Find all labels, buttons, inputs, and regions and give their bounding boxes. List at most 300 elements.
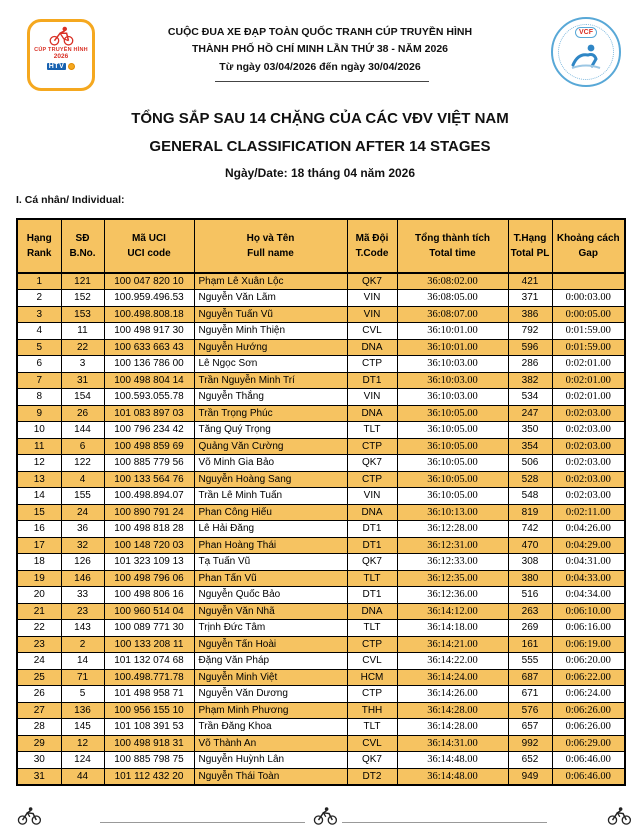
cell-gap: 0:02:03.00 xyxy=(552,471,625,488)
cell-gap: 0:06:29.00 xyxy=(552,735,625,752)
cell-time: 36:10:05.00 xyxy=(397,405,508,422)
cell-time: 36:10:03.00 xyxy=(397,372,508,389)
cell-time: 36:14:48.00 xyxy=(397,768,508,785)
cell-time: 36:14:18.00 xyxy=(397,620,508,637)
cell-gap: 0:01:59.00 xyxy=(552,323,625,340)
cell-tpl: 819 xyxy=(508,504,552,521)
table-row xyxy=(17,372,625,389)
cell-name: Phan Tấn Vũ xyxy=(194,570,347,587)
cell-rank: 19 xyxy=(17,570,61,587)
cell-uci: 100 796 234 42 xyxy=(104,422,194,439)
cell-rank: 16 xyxy=(17,521,61,538)
header-line-3: Từ ngày 03/04/2026 đến ngày 30/04/2026 xyxy=(219,60,421,73)
cell-gap: 0:02:01.00 xyxy=(552,372,625,389)
col-header-uci: Mã UCI UCI code xyxy=(104,219,194,273)
cell-uci: 100 133 208 11 xyxy=(104,636,194,653)
col-header-tpl: T.Hạng Total PL xyxy=(508,219,552,273)
cell-gap: 0:04:33.00 xyxy=(552,570,625,587)
cell-uci: 100.498.894.07 xyxy=(104,488,194,505)
cell-bno: 126 xyxy=(61,554,104,571)
cell-name: Lê Ngọc Sơn xyxy=(194,356,347,373)
table-row xyxy=(17,405,625,422)
table-row xyxy=(17,455,625,472)
col-header-gap: Khoảng cách Gap xyxy=(552,219,625,273)
cell-rank: 28 xyxy=(17,719,61,736)
table-row xyxy=(17,719,625,736)
cell-bno: 5 xyxy=(61,686,104,703)
cell-rank: 11 xyxy=(17,438,61,455)
cell-gap: 0:06:20.00 xyxy=(552,653,625,670)
cell-gap: 0:04:34.00 xyxy=(552,587,625,604)
cell-name: Phạm Minh Phương xyxy=(194,702,347,719)
cell-name: Phan Công Hiếu xyxy=(194,504,347,521)
cell-tcode: CVL xyxy=(347,323,397,340)
col-header-bno: SĐ B.No. xyxy=(61,219,104,273)
cell-uci: 100 633 663 43 xyxy=(104,339,194,356)
cell-tpl: 548 xyxy=(508,488,552,505)
cell-tpl: 652 xyxy=(508,752,552,769)
cell-bno: 4 xyxy=(61,471,104,488)
cell-rank: 1 xyxy=(17,273,61,290)
cell-tpl: 161 xyxy=(508,636,552,653)
cell-name: Nguyễn Huỳnh Lân xyxy=(194,752,347,769)
table-row xyxy=(17,356,625,373)
cell-tcode: TLT xyxy=(347,570,397,587)
cell-rank: 23 xyxy=(17,636,61,653)
table-row xyxy=(17,438,625,455)
cell-tcode: VIN xyxy=(347,488,397,505)
table-row xyxy=(17,323,625,340)
table-row xyxy=(17,290,625,307)
cell-tcode: VIN xyxy=(347,306,397,323)
cell-tcode: DT1 xyxy=(347,372,397,389)
cell-name: Quảng Văn Cường xyxy=(194,438,347,455)
cell-gap: 0:06:26.00 xyxy=(552,719,625,736)
cell-time: 36:12:36.00 xyxy=(397,587,508,604)
cell-rank: 2 xyxy=(17,290,61,307)
cyclist-icon xyxy=(606,806,632,826)
cell-name: Võ Minh Gia Bảo xyxy=(194,455,347,472)
table-row xyxy=(17,554,625,571)
cell-bno: 121 xyxy=(61,273,104,290)
cell-tcode: CVL xyxy=(347,653,397,670)
cell-gap xyxy=(552,273,625,290)
cell-name: Nguyễn Thắng xyxy=(194,389,347,406)
cell-gap: 0:06:46.00 xyxy=(552,768,625,785)
cell-bno: 33 xyxy=(61,587,104,604)
cell-bno: 136 xyxy=(61,702,104,719)
table-row xyxy=(17,488,625,505)
cell-tcode: QK7 xyxy=(347,455,397,472)
cell-time: 36:10:05.00 xyxy=(397,455,508,472)
cell-time: 36:10:13.00 xyxy=(397,504,508,521)
cell-tpl: 534 xyxy=(508,389,552,406)
cell-uci: 100 089 771 30 xyxy=(104,620,194,637)
cell-gap: 0:02:03.00 xyxy=(552,455,625,472)
cell-bno: 71 xyxy=(61,669,104,686)
cell-name: Nguyễn Hướng xyxy=(194,339,347,356)
cell-rank: 21 xyxy=(17,603,61,620)
cell-tcode: THH xyxy=(347,702,397,719)
cell-time: 36:14:21.00 xyxy=(397,636,508,653)
cell-tcode: CTP xyxy=(347,356,397,373)
cell-rank: 20 xyxy=(17,587,61,604)
cell-uci: 101 112 432 20 xyxy=(104,768,194,785)
cell-tcode: TLT xyxy=(347,620,397,637)
table-row xyxy=(17,422,625,439)
table-header-row xyxy=(17,219,625,273)
table-row xyxy=(17,653,625,670)
cell-tcode: CVL xyxy=(347,735,397,752)
cell-bno: 32 xyxy=(61,537,104,554)
cell-rank: 13 xyxy=(17,471,61,488)
cell-rank: 30 xyxy=(17,752,61,769)
cell-gap: 0:04:31.00 xyxy=(552,554,625,571)
cell-tpl: 792 xyxy=(508,323,552,340)
cell-uci: 100 136 786 00 xyxy=(104,356,194,373)
cell-gap: 0:04:29.00 xyxy=(552,537,625,554)
table-row xyxy=(17,504,625,521)
cell-tcode: DT2 xyxy=(347,768,397,785)
cell-tcode: QK7 xyxy=(347,752,397,769)
cell-tpl: 470 xyxy=(508,537,552,554)
cell-time: 36:10:01.00 xyxy=(397,323,508,340)
cell-uci: 100 133 564 76 xyxy=(104,471,194,488)
cell-tcode: CTP xyxy=(347,471,397,488)
cell-name: Trần Trọng Phúc xyxy=(194,405,347,422)
cell-tcode: DNA xyxy=(347,339,397,356)
page-title-vi: TỔNG SẮP SAU 14 CHẶNG CỦA CÁC VĐV VIỆT NAM xyxy=(131,110,509,127)
cell-tpl: 421 xyxy=(508,273,552,290)
cell-uci: 100 498 796 06 xyxy=(104,570,194,587)
cell-time: 36:14:26.00 xyxy=(397,686,508,703)
cell-uci: 100 498 806 16 xyxy=(104,587,194,604)
cell-bno: 23 xyxy=(61,603,104,620)
cell-tpl: 687 xyxy=(508,669,552,686)
cell-tpl: 286 xyxy=(508,356,552,373)
cell-time: 36:10:05.00 xyxy=(397,471,508,488)
cell-tpl: 596 xyxy=(508,339,552,356)
cell-tpl: 949 xyxy=(508,768,552,785)
cell-name: Phạm Lê Xuân Lộc xyxy=(194,273,347,290)
cell-name: Đặng Văn Pháp xyxy=(194,653,347,670)
cell-bno: 155 xyxy=(61,488,104,505)
cell-tpl: 382 xyxy=(508,372,552,389)
signature-line-right xyxy=(342,822,547,823)
cell-bno: 146 xyxy=(61,570,104,587)
table-row xyxy=(17,570,625,587)
cell-rank: 22 xyxy=(17,620,61,637)
cell-gap: 0:01:59.00 xyxy=(552,339,625,356)
table-row xyxy=(17,669,625,686)
cell-rank: 18 xyxy=(17,554,61,571)
cell-tcode: CTP xyxy=(347,686,397,703)
cell-gap: 0:06:26.00 xyxy=(552,702,625,719)
cell-name: Lê Hải Đăng xyxy=(194,521,347,538)
cell-gap: 0:00:05.00 xyxy=(552,306,625,323)
table-row xyxy=(17,339,625,356)
cell-name: Phan Hoàng Thái xyxy=(194,537,347,554)
cell-bno: 145 xyxy=(61,719,104,736)
cell-uci: 100.593.055.78 xyxy=(104,389,194,406)
cell-bno: 144 xyxy=(61,422,104,439)
cell-time: 36:10:05.00 xyxy=(397,488,508,505)
cell-uci: 100 890 791 24 xyxy=(104,504,194,521)
cell-rank: 5 xyxy=(17,339,61,356)
table-row xyxy=(17,521,625,538)
cell-rank: 12 xyxy=(17,455,61,472)
table-row xyxy=(17,702,625,719)
table-row xyxy=(17,537,625,554)
cell-rank: 15 xyxy=(17,504,61,521)
header-line-2: THÀNH PHỐ HỒ CHÍ MINH LẦN THỨ 38 - NĂM 2026 xyxy=(191,43,449,56)
cell-tpl: 528 xyxy=(508,471,552,488)
cell-tcode: TLT xyxy=(347,719,397,736)
document-header xyxy=(120,24,520,76)
cell-gap: 0:02:01.00 xyxy=(552,389,625,406)
cell-rank: 14 xyxy=(17,488,61,505)
cell-time: 36:10:03.00 xyxy=(397,389,508,406)
cell-bno: 14 xyxy=(61,653,104,670)
cell-uci: 100 885 798 75 xyxy=(104,752,194,769)
col-header-time: Tổng thành tích Total time xyxy=(397,219,508,273)
cell-name: Nguyễn Minh Việt xyxy=(194,669,347,686)
cell-bno: 122 xyxy=(61,455,104,472)
cell-rank: 6 xyxy=(17,356,61,373)
table-row xyxy=(17,603,625,620)
cell-gap: 0:02:11.00 xyxy=(552,504,625,521)
cell-time: 36:12:28.00 xyxy=(397,521,508,538)
cell-time: 36:12:31.00 xyxy=(397,537,508,554)
cell-tpl: 371 xyxy=(508,290,552,307)
cell-tcode: QK7 xyxy=(347,273,397,290)
cell-name: Trần Đăng Khoa xyxy=(194,719,347,736)
cell-bno: 143 xyxy=(61,620,104,637)
cell-uci: 100.498.771.78 xyxy=(104,669,194,686)
cell-rank: 29 xyxy=(17,735,61,752)
cell-tcode: DNA xyxy=(347,603,397,620)
cell-tcode: DT1 xyxy=(347,537,397,554)
cell-tcode: CTP xyxy=(347,438,397,455)
cell-bno: 31 xyxy=(61,372,104,389)
cell-time: 36:10:05.00 xyxy=(397,438,508,455)
cell-bno: 3 xyxy=(61,356,104,373)
cell-time: 36:08:07.00 xyxy=(397,306,508,323)
cup-logo-title: CÚP TRUYỀN HÌNH xyxy=(34,47,88,53)
cell-gap: 0:06:46.00 xyxy=(552,752,625,769)
cell-tpl: 506 xyxy=(508,455,552,472)
cell-tpl: 576 xyxy=(508,702,552,719)
cell-tpl: 657 xyxy=(508,719,552,736)
cell-bno: 154 xyxy=(61,389,104,406)
cell-time: 36:14:48.00 xyxy=(397,752,508,769)
cell-time: 36:12:35.00 xyxy=(397,570,508,587)
cell-tpl: 992 xyxy=(508,735,552,752)
cell-rank: 27 xyxy=(17,702,61,719)
cell-gap: 0:02:01.00 xyxy=(552,356,625,373)
cell-tpl: 516 xyxy=(508,587,552,604)
cell-time: 36:10:05.00 xyxy=(397,422,508,439)
cell-gap: 0:06:19.00 xyxy=(552,636,625,653)
cell-tcode: DT1 xyxy=(347,521,397,538)
cup-truyen-hinh-logo xyxy=(27,19,95,91)
cell-time: 36:14:12.00 xyxy=(397,603,508,620)
signature-line-left xyxy=(100,822,305,823)
cell-uci: 100 498 917 30 xyxy=(104,323,194,340)
cell-tpl: 247 xyxy=(508,405,552,422)
cell-name: Nguyễn Văn Dương xyxy=(194,686,347,703)
table-row xyxy=(17,471,625,488)
cell-gap: 0:04:26.00 xyxy=(552,521,625,538)
table-row xyxy=(17,752,625,769)
cell-rank: 10 xyxy=(17,422,61,439)
table-row xyxy=(17,686,625,703)
cell-rank: 25 xyxy=(17,669,61,686)
cell-uci: 100 498 918 31 xyxy=(104,735,194,752)
cell-uci: 100 498 804 14 xyxy=(104,372,194,389)
cell-tpl: 671 xyxy=(508,686,552,703)
cell-tcode: DT1 xyxy=(347,587,397,604)
table-row xyxy=(17,768,625,785)
cell-uci: 100 047 820 10 xyxy=(104,273,194,290)
cell-name: Nguyễn Thái Toàn xyxy=(194,768,347,785)
cell-rank: 7 xyxy=(17,372,61,389)
cell-name: Nguyễn Văn Lãm xyxy=(194,290,347,307)
cell-tpl: 263 xyxy=(508,603,552,620)
cyclist-icon xyxy=(312,806,338,826)
cell-name: Nguyễn Quốc Bảo xyxy=(194,587,347,604)
cell-name: Nguyễn Hoàng Sang xyxy=(194,471,347,488)
red-cyclist-icon xyxy=(46,25,76,47)
cell-rank: 17 xyxy=(17,537,61,554)
cell-time: 36:10:01.00 xyxy=(397,339,508,356)
cell-tpl: 269 xyxy=(508,620,552,637)
cell-uci: 100 960 514 04 xyxy=(104,603,194,620)
cell-tcode: VIN xyxy=(347,389,397,406)
cell-name: Võ Thành An xyxy=(194,735,347,752)
cell-time: 36:10:03.00 xyxy=(397,356,508,373)
table-row xyxy=(17,735,625,752)
table-row xyxy=(17,389,625,406)
cell-name: Nguyễn Tuấn Vũ xyxy=(194,306,347,323)
cyclist-icon xyxy=(16,806,42,826)
cell-bno: 124 xyxy=(61,752,104,769)
cell-rank: 8 xyxy=(17,389,61,406)
cell-tpl: 386 xyxy=(508,306,552,323)
vcf-logo-ring xyxy=(558,24,614,80)
cell-time: 36:14:28.00 xyxy=(397,719,508,736)
cell-bno: 26 xyxy=(61,405,104,422)
cell-uci: 101 083 897 03 xyxy=(104,405,194,422)
cell-gap: 0:06:16.00 xyxy=(552,620,625,637)
cell-gap: 0:02:03.00 xyxy=(552,438,625,455)
page-date: Ngày/Date: 18 tháng 04 năm 2026 xyxy=(224,166,416,180)
table-row xyxy=(17,620,625,637)
cell-name: Nguyễn Minh Thiện xyxy=(194,323,347,340)
cell-gap: 0:06:10.00 xyxy=(552,603,625,620)
cell-gap: 0:06:22.00 xyxy=(552,669,625,686)
cell-time: 36:14:31.00 xyxy=(397,735,508,752)
cell-name: Nguyễn Văn Nhã xyxy=(194,603,347,620)
cell-time: 36:08:05.00 xyxy=(397,290,508,307)
cell-rank: 3 xyxy=(17,306,61,323)
cell-tcode: HCM xyxy=(347,669,397,686)
section-label-individual: I. Cá nhân/ Individual: xyxy=(16,194,125,206)
cell-rank: 9 xyxy=(17,405,61,422)
page-title-en: GENERAL CLASSIFICATION AFTER 14 STAGES xyxy=(149,138,491,155)
cell-tpl: 742 xyxy=(508,521,552,538)
cell-uci: 100 498 859 69 xyxy=(104,438,194,455)
cell-rank: 4 xyxy=(17,323,61,340)
cell-tpl: 555 xyxy=(508,653,552,670)
cell-uci: 101 323 109 13 xyxy=(104,554,194,571)
cell-time: 36:12:33.00 xyxy=(397,554,508,571)
cell-name: Trần Nguyễn Minh Trí xyxy=(194,372,347,389)
cell-tpl: 350 xyxy=(508,422,552,439)
table-row xyxy=(17,273,625,290)
cell-tcode: VIN xyxy=(347,290,397,307)
header-line-1: CUỘC ĐUA XE ĐẠP TOÀN QUỐC TRANH CÚP TRUYỀN HÌNH xyxy=(167,26,473,38)
cell-time: 36:08:02.00 xyxy=(397,273,508,290)
cell-bno: 12 xyxy=(61,735,104,752)
cell-gap: 0:00:03.00 xyxy=(552,290,625,307)
cell-name: Trịnh Đức Tâm xyxy=(194,620,347,637)
cell-uci: 101 498 958 71 xyxy=(104,686,194,703)
general-classification-table xyxy=(16,218,624,786)
vcf-federation-logo xyxy=(551,17,621,87)
cell-gap: 0:06:24.00 xyxy=(552,686,625,703)
cell-tcode: DNA xyxy=(347,504,397,521)
header-divider xyxy=(215,81,429,82)
cell-tpl: 380 xyxy=(508,570,552,587)
cell-tcode: QK7 xyxy=(347,554,397,571)
col-header-name: Họ và Tên Full name xyxy=(194,219,347,273)
cell-bno: 6 xyxy=(61,438,104,455)
table-row xyxy=(17,636,625,653)
cell-bno: 22 xyxy=(61,339,104,356)
cell-uci: 100.959.496.53 xyxy=(104,290,194,307)
cell-tcode: DNA xyxy=(347,405,397,422)
cell-gap: 0:02:03.00 xyxy=(552,405,625,422)
table-row xyxy=(17,587,625,604)
cell-uci: 100 498 818 28 xyxy=(104,521,194,538)
cell-uci: 100 956 155 10 xyxy=(104,702,194,719)
cell-tpl: 354 xyxy=(508,438,552,455)
cell-time: 36:14:24.00 xyxy=(397,669,508,686)
cell-gap: 0:02:03.00 xyxy=(552,488,625,505)
cell-uci: 100 148 720 03 xyxy=(104,537,194,554)
sponsor-icon xyxy=(68,63,75,70)
blue-cyclist-icon xyxy=(568,39,604,73)
cell-bno: 2 xyxy=(61,636,104,653)
cell-name: Nguyễn Tấn Hoài xyxy=(194,636,347,653)
cell-name: Trần Lê Minh Tuấn xyxy=(194,488,347,505)
cell-rank: 31 xyxy=(17,768,61,785)
cell-name: Tăng Quý Trọng xyxy=(194,422,347,439)
cell-bno: 11 xyxy=(61,323,104,340)
cell-rank: 24 xyxy=(17,653,61,670)
col-header-tcode: Mã Đội T.Code xyxy=(347,219,397,273)
cell-uci: 100 885 779 56 xyxy=(104,455,194,472)
gc-table-body xyxy=(17,273,625,785)
cell-rank: 26 xyxy=(17,686,61,703)
cup-logo-year: 2026 xyxy=(53,53,69,60)
cell-bno: 44 xyxy=(61,768,104,785)
cell-bno: 36 xyxy=(61,521,104,538)
cell-uci: 100.498.808.18 xyxy=(104,306,194,323)
cell-uci: 101 108 391 53 xyxy=(104,719,194,736)
cell-tcode: TLT xyxy=(347,422,397,439)
